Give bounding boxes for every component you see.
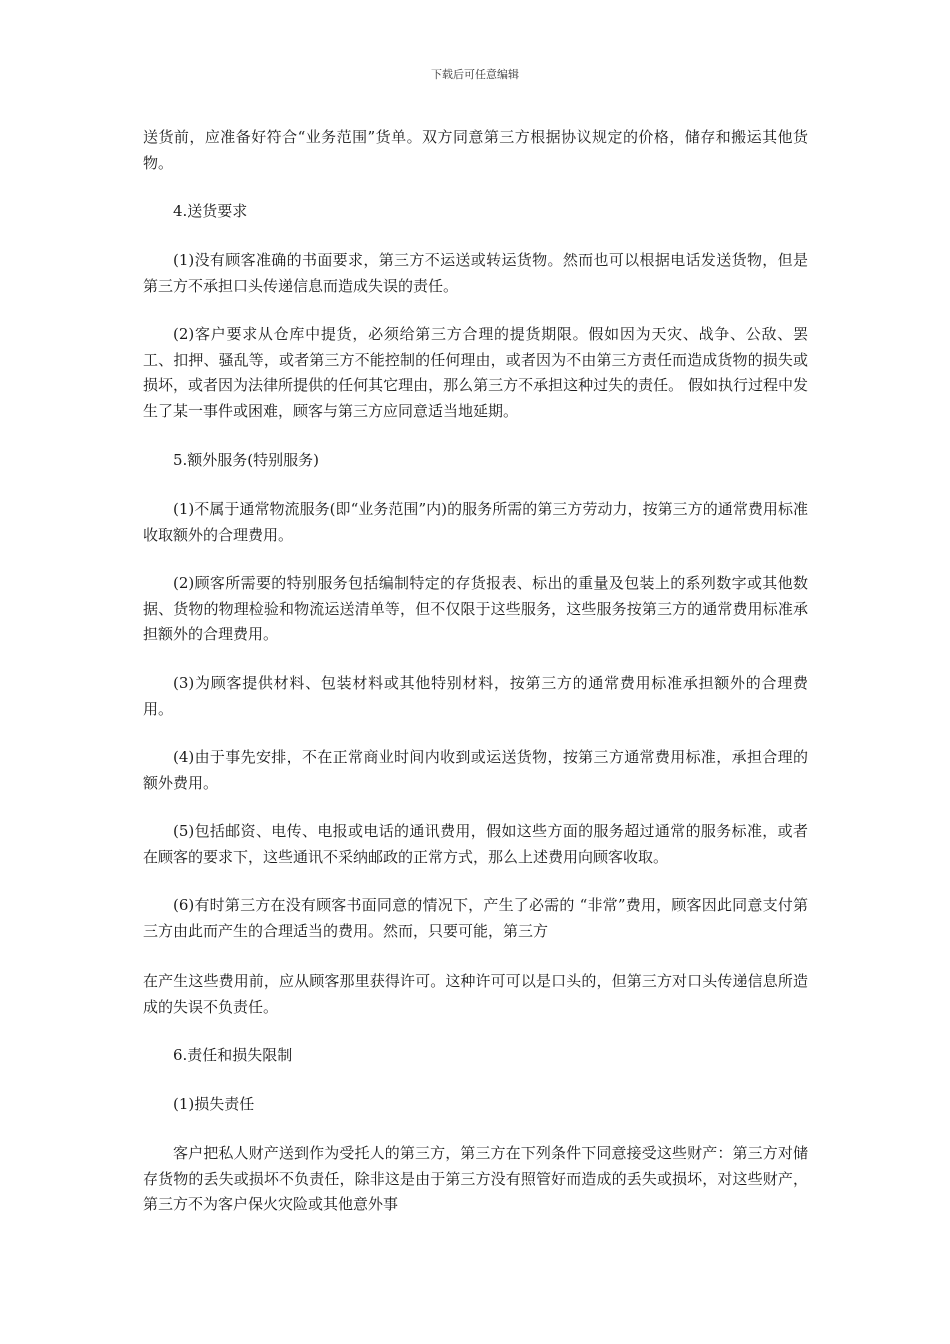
paragraph-loss-liability: 客户把私人财产送到作为受托人的第三方，第三方在下列条件下同意接受这些财产：第三方对储存货物的丢失或损坏不负责任，除非这是由于第三方没有照管好而造成的丢失或损坏，对这些财产，第三方不为客户保火灾险或其他意外事: [143, 1144, 808, 1213]
paragraph-extra-4: (4)由于事先安排，不在正常商业时间内收到或运送货物，按第三方通常费用标准，承担合理的额外费用。: [143, 748, 808, 792]
paragraph-extra-6: (6)有时第三方在没有顾客书面同意的情况下，产生了必需的 “非常”费用，顾客因此同意支付第三方由此而产生的合理适当的费用。然而，只要可能，第三方: [143, 896, 808, 940]
paragraph-extra-1: (1)不属于通常物流服务(即“业务范围”内)的服务所需的第三方劳动力，按第三方的通常费用标准收取额外的合理费用。: [143, 500, 808, 544]
section-heading-delivery-requirements: 4.送货要求: [173, 202, 248, 220]
paragraph-delivery-2: (2)客户要求从仓库中提货，必须给第三方合理的提货期限。假如因为天灾、战争、公敌、罢工、扣押、骚乱等，或者第三方不能控制的任何理由，或者因为不由第三方责任而造成货物的损失或损坏，或者因为法律所提供的任何其它理由，那么第三方不承担这种过失的责任。 假如执行过程中发生了某一事件或困难，顾客与第三方应同意适当地延期。: [143, 325, 808, 420]
paragraph-delivery-1: (1)没有顾客准确的书面要求，第三方不运送或转运货物。然而也可以根据电话发送货物，但是第三方不承担口头传递信息而造成失误的责任。: [143, 251, 808, 295]
page-header: 下载后可任意编辑: [431, 68, 519, 81]
paragraph-extra-6-continued: 在产生这些费用前，应从顾客那里获得许可。这种许可可以是口头的，但第三方对口头传递信息所造成的失误不负责任。: [143, 972, 808, 1016]
paragraph-extra-3: (3)为顾客提供材料、包装材料或其他特别材料，按第三方的通常费用标准承担额外的合理费用。: [143, 674, 808, 718]
subheading-loss-liability: (1)损失责任: [173, 1095, 255, 1113]
section-heading-liability: 6.责任和损失限制: [173, 1046, 293, 1064]
section-heading-extra-services: 5.额外服务(特别服务): [173, 451, 320, 469]
paragraph-goods-delivery: 送货前，应准备好符合“业务范围”货单。双方同意第三方根据协议规定的价格，储存和搬运其他货物。: [143, 128, 808, 172]
paragraph-extra-5: (5)包括邮资、电传、电报或电话的通讯费用，假如这些方面的服务超过通常的服务标准，或者在顾客的要求下，这些通讯不采纳邮政的正常方式，那么上述费用向顾客收取。: [143, 822, 808, 866]
paragraph-extra-2: (2)顾客所需要的特别服务包括编制特定的存货报表、标出的重量及包装上的系列数字或其他数据、货物的物理检验和物流运送清单等，但不仅限于这些服务，这些服务按第三方的通常费用标准承担额外的合理费用。: [143, 574, 808, 643]
